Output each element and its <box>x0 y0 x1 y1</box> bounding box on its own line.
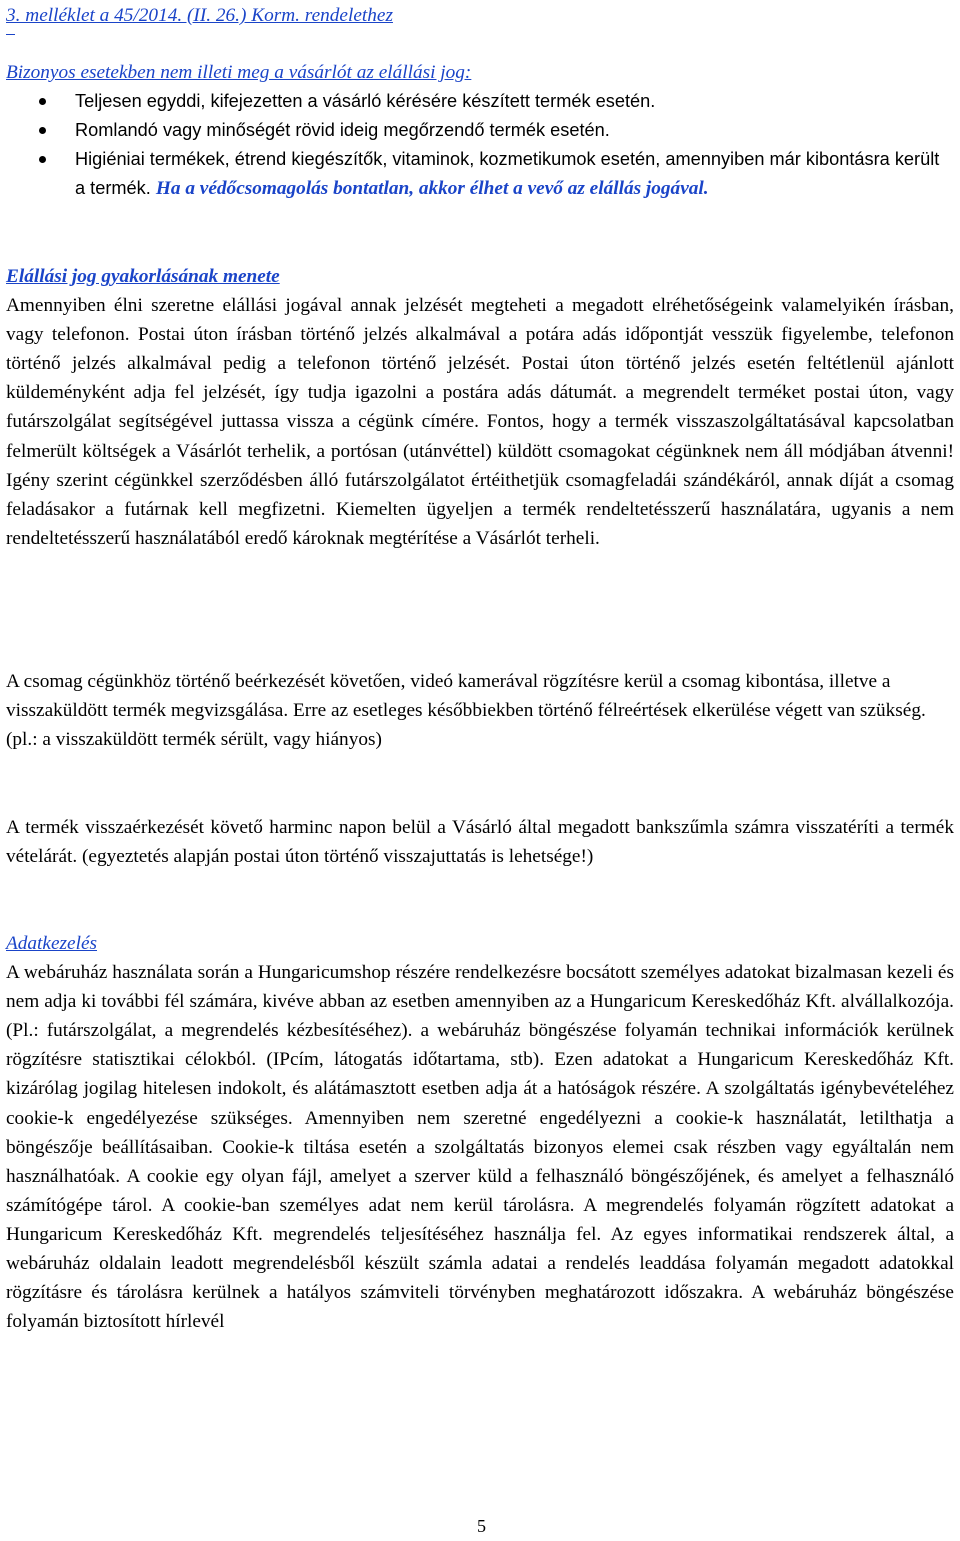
data-handling-title: Adatkezelés <box>6 933 98 954</box>
list-item <box>0 145 950 203</box>
list-item <box>0 116 950 145</box>
data-handling-body: A webáruház használata során a Hungaricumshop részére rendelkezésre bocsátott személyes adatokat bizalmasan kezeli és nem adja ki további fél számára, kivéve abban az esetben amennyiben az a Hungaricum Kereskedőház Kft. alvállalkozója. (Pl.: futárszolgálat, a megrendelés kézbesítéséhez). a webáruház böngészése folyamán technikai információk kerülnek rögzítésre statisztikai célokból. (IPcím, látogatás időtartama, stb). Ezen adatokat a Hungaricum Kereskedőház Kft. kizárólag jogilag hitelesen indokolt, és alátámasztott esetben adja át a hatóságok részére. A szolgáltatás igénybevételéhez cookie-k engedélyezése szükséges. Amennyiben nem szeretné engedélyezni a cookie-k használatát, letilthatja a böngészője beállításaiban. Cookie-k tiltása esetén a szolgáltatás bizonyos elemei csak részben vagy egyáltalán nem használhatóak. A cookie egy olyan fájl, amelyet a szerver küld a felhasználó böngészőjének, és amelyet a felhasználó számítógépe tárol. A cookie-ban személyes adat nem kerül tárolásra. A megrendelés folyamán rögzített adatokat a Hungaricum Kereskedőház Kft. megrendelés teljesítéséhez használja fel. Az egyes informatikai rendszerek által, a webáruház oldalain leadott megrendelésből készült számla adatai a rendelés leaddása folyamán megadott adatokkal rögzításre és tárolásra kerülnek a hatályos számviteli törvényben meghatározott időszakra. A webáruház böngészése folyamán biztosított hírlevél <box>6 962 954 1333</box>
bullet-icon <box>39 127 46 134</box>
exceptions-title: Bizonyos esetekben nem illeti meg a vásárlót az elállási jog: <box>6 62 472 83</box>
bullet-icon <box>39 98 46 105</box>
paragraph-text: A csomag cégünkhöz történő beérkezését követően, videó kamerával rögzítésre kerül a csomag kibontása, illetve a visszaküldött termék megvizsgálása. Erre az esetleges későbbiekben történő félreértések elkerülése végett van szükség. (pl.: a visszaküldött termék sérült, vagy hiányos) <box>6 671 926 751</box>
blank-underline <box>6 34 15 35</box>
list-item <box>0 87 950 116</box>
refund-paragraph <box>6 813 954 871</box>
unpacking-paragraph <box>6 667 954 754</box>
withdrawal-body: Amennyiben élni szeretne elállási jogával annak jelzését megteheti a megadott elréhetőségeink valamelyikén írásban, vagy telefonon. Postai úton írásban történő jelzés alkalmával a potára adás időpontját vesszük figyelembe, telefonon történő jelzés alkalmával pedig a telefonon történő jelzését. Postai úton történő jelzés esetén feltétlenül ajánlott küldeményként adja fel jelzését, így tudja igazolni a postára adás dátumát. a megrendelt terméket postai úton, vagy futárszolgálat segítségével juttassa vissza a cégünk címére. Fontos, hogy a termék visszaszolgáltatásával kapcsolatban felmerült költségek a Vásárlót terhelik, a portósan (utánvéttel) küldött csomagokat cégünknek nem áll módjában átvenni! Igény szerint cégünkkel szerződésben álló futárszolgálatot értéithetjük csomagfeladái szándékáról, annak díját a csomag feladásakor a futárnak kell megfizetni. Kiemelten ügyeljen a termék rendeltetésszerű használatára, ugyanis a nem rendeltetésszerű használatából eredő károknak megtérítése a Vásárlót terheli. <box>6 295 954 549</box>
withdrawal-title: Elállási jog gyakorlásának menete <box>6 266 280 287</box>
withdrawal-section <box>6 262 954 553</box>
exceptions-list <box>0 87 950 203</box>
list-item-text: Teljesen egyddi, kifejezetten a vásárló kérésére készített termék esetén. <box>75 91 656 111</box>
list-item-text: Romlandó vagy minőségét rövid ideig megőrzendő termék esetén. <box>75 120 610 141</box>
page-number: 5 <box>477 1516 486 1536</box>
data-handling-section <box>6 929 954 1336</box>
annex-heading: 3. melléklet a 45/2014. (II. 26.) Korm. rendelethez <box>6 5 393 26</box>
bullet-icon <box>39 156 46 163</box>
paragraph-text: A termék visszaérkezését követő harminc napon belül a Vásárló által megadott bankszűmla számra visszatéríti a termék vételárát. (egyeztetés alapján postai úton történő visszajuttatás is lehetsége!) <box>6 817 954 868</box>
list-item-text: Higiéniai termékek, étrend kiegészítők, vitaminok, kozmetikumok esetén, amennyiben már kibontásra került a termék. <box>75 149 940 199</box>
list-item-emphasis: Ha a védőcsomagolás bontatlan, akkor élhet a vevő az elállás jogával. <box>155 178 709 200</box>
